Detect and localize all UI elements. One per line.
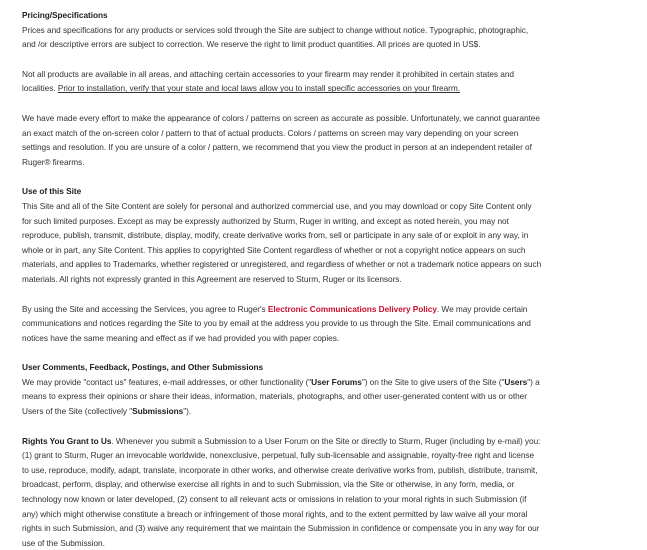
rights-text: . Whenever you submit a Submission to a User Forum on the Site or directly to Sturm, Ruger (including by e-mail) you: (1) grant to Sturm, Ruger an irrevocable worldwide, nonexclusive, perpetual, fully sub-licensable and assignable, royalty-free right and license to use, reproduce, modify, adapt, translate, incorporate in other works, and otherwise create derivative works from, publish, distribute, transmit, broadcast, perform, display, and otherwise exercise all rights in and to such Submission, via the Site or otherwise, in any form, media, or technology now known or later developed, (2) consent to all relevant acts or omissions in relation to your moral rights in such Submission (if any) which might otherwise constitute a breach or infringement of those moral rights, and to the extent permitted by law waive all your moral rights in such Submission, and (3) waive any requirement that we maintain the Submission in confidence or compensate you in any way for our use of the Submission. — [22, 435, 541, 548]
electronic-communications-policy-link[interactable]: Electronic Communications Delivery Policy — [267, 303, 437, 314]
use-paragraph-2 — [22, 302, 542, 346]
use-paragraph-1: This Site and all of the Site Content are solely for personal and authorized commercial use, and you may download or copy Site Content only for such limited purposes. Except as may be expressly authorized by Sturm, Ruger in writing, and except as noted herein, you may not reproduce, publish, transmit, distribute, display, modify, create derivative works from, sell or participate in any sale of or exploit in any way, in whole or in part, any Site Content. This applies to copyrighted Site Content regardless of whether or not a copyright notice appears on such materials, and applies to Trademarks, whether registered or unregistered, and regardless of whether or not a trademark notice appears on such materials. All rights not expressly granted in this Agreement are reserved to Sturm, Ruger or its licensors. — [22, 200, 542, 284]
comments-text-3: ") a means to express their opinions or share their ideas, information, materials, photographs, and other user-generated content with us or other Users of the Site (collectively " — [22, 376, 540, 417]
heading-rights-you-grant: Rights You Grant to Us — [22, 435, 112, 446]
rights-paragraph — [22, 434, 542, 550]
use-paragraph-2-before: By using the Site and accessing the Services, you agree to Ruger's — [22, 303, 268, 314]
comments-paragraph — [22, 375, 542, 419]
pricing-paragraph-2 — [22, 67, 542, 96]
comments-text-4: "). — [183, 406, 192, 417]
use-paragraph-2-after: . We may provide certain communications and notices regarding the Site to you by email at the address you provide to us through the Site. Email communications and notices have the same meaning and effect as if we had provided you with paper copies. — [22, 303, 531, 343]
term-user-forums: User Forums — [311, 376, 362, 387]
pricing-paragraph-1: Prices and specifications for any products or services sold through the Site are subject to change without notice. Typographic, photographic, and /or descriptive errors are subject to correction. We reserve the right to limit product quantities. All prices are quoted in US$. — [22, 24, 529, 50]
comments-text-2: ") on the Site to give users of the Site (" — [361, 376, 505, 387]
term-users: Users — [504, 376, 528, 387]
heading-use-of-site: Use of this Site — [22, 186, 82, 197]
accessory-laws-link[interactable]: Prior to installation, verify that your state and local laws allow you to install specific accessories on your firearm. — [57, 83, 461, 94]
pricing-paragraph-3: We have made every effort to make the appearance of colors / patterns on screen as accurate as possible. Unfortunately, we cannot guarantee an exact match of the on-screen color / pattern to that of actual products. Colors / patterns on screen may vary depending on your screen settings and resolution. If you are unsure of a color / pattern, we recommend that you view the product in person at an independent retailer of Ruger® firearms. — [22, 112, 540, 167]
comments-text-1: We may provide "contact us" features, e-mail addresses, or other functionality (" — [22, 376, 312, 387]
heading-user-comments: User Comments, Feedback, Postings, and Other Submissions — [22, 362, 264, 373]
pricing-paragraph-2-text: Not all products are available in all areas, and attaching certain accessories to your firearm may render it prohibited in certain states and localities. — [22, 68, 514, 94]
heading-pricing: Pricing/Specifications — [22, 10, 108, 20]
term-submissions: Submissions — [132, 406, 184, 417]
